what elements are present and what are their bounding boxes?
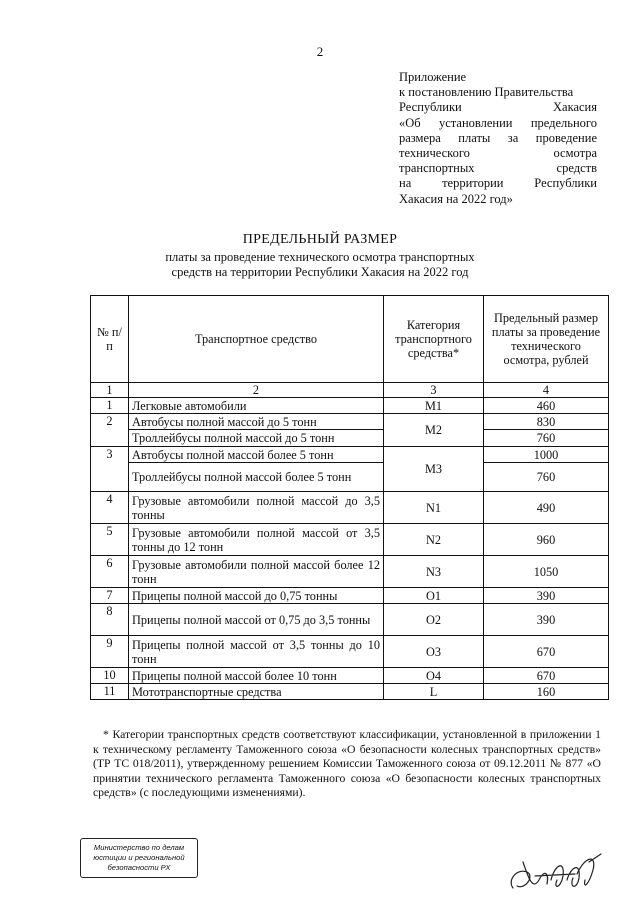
vehicle-cell: Троллейбусы полной массой более 5 тонн [129, 463, 384, 492]
price-cell: 390 [484, 604, 609, 636]
column-number: 1 [91, 383, 129, 398]
table-row [91, 556, 609, 588]
price-cell: 1000 [484, 447, 609, 463]
vehicle-cell: Мототранспортные средства [129, 684, 384, 700]
table-row [91, 588, 609, 604]
category-cell: M3 [384, 447, 484, 492]
vehicle-cell: Прицепы полной массой от 0,75 до 3,5 тонны [129, 604, 384, 636]
subtitle-line-2: средств на территории Республики Хакасия на 2022 год [171, 265, 469, 279]
page-number: 2 [316, 44, 324, 59]
appendix-line: Республики Хакасия [399, 100, 597, 115]
vehicle-cell: Троллейбусы полной массой до 5 тонн [129, 430, 384, 447]
price-cell: 760 [484, 430, 609, 447]
column-number: 4 [484, 383, 609, 398]
row-number: 10 [91, 668, 129, 684]
category-cell: L [384, 684, 484, 700]
document-title: ПРЕДЕЛЬНЫЙ РАЗМЕР [242, 232, 398, 247]
vehicle-cell: Грузовые автомобили полной массой от 3,5 тонны до 12 тонн [129, 524, 384, 556]
row-number: 5 [91, 524, 129, 556]
table-row [91, 414, 609, 430]
category-cell: M2 [384, 414, 484, 447]
appendix-line: транспортных средств [399, 161, 597, 176]
row-number: 11 [91, 684, 129, 700]
price-cell: 390 [484, 588, 609, 604]
table-row [91, 492, 609, 524]
row-number: 9 [91, 636, 129, 668]
category-cell: O3 [384, 636, 484, 668]
header-vehicle: Транспортное средство [129, 296, 384, 383]
table-row [91, 604, 609, 636]
price-cell: 1050 [484, 556, 609, 588]
vehicle-cell: Легковые автомобили [129, 398, 384, 414]
table-row [91, 398, 609, 414]
category-cell: N2 [384, 524, 484, 556]
table-row [91, 447, 609, 463]
column-number: 2 [129, 383, 384, 398]
appendix-line: технического осмотра [399, 146, 597, 161]
signature-icon [505, 850, 605, 898]
stamp-line-1: Министерство по делам [93, 843, 185, 852]
category-cell: M1 [384, 398, 484, 414]
price-cell: 830 [484, 414, 609, 430]
footnote: * Категории транспортных средств соответствуют классификации, установленной в приложении 1 к техническому регламенту Таможенного союза «О безопасности колесных транспортных средств» (ТР ТС 018/2011), утвержденному решением Комиссии Таможенного союза от 09.12.2011 № 877 «О принятии технического регламента Таможенного союза «О безопасности колесных транспортных средств» (с последующими изменениями). [93, 728, 601, 800]
stamp-line-3: безопасности РХ [107, 863, 171, 872]
table-row [91, 636, 609, 668]
appendix-line: Приложение [399, 70, 467, 84]
row-number: 2 [91, 414, 129, 447]
subtitle-line-1: платы за проведение технического осмотра транспортных [165, 250, 475, 264]
price-cell: 460 [484, 398, 609, 414]
appendix-line: Хакасия на 2022 год» [399, 191, 513, 206]
row-number: 7 [91, 588, 129, 604]
table-row [91, 524, 609, 556]
vehicle-cell: Грузовые автомобили полной массой более 12 тонн [129, 556, 384, 588]
vehicle-cell: Автобусы полной массой более 5 тонн [129, 447, 384, 463]
category-cell: O4 [384, 668, 484, 684]
table-body [91, 398, 609, 700]
price-cell: 960 [484, 524, 609, 556]
vehicle-cell: Грузовые автомобили полной массой до 3,5 тонны [129, 492, 384, 524]
vehicle-cell: Прицепы полной массой более 10 тонн [129, 668, 384, 684]
row-number: 3 [91, 447, 129, 492]
vehicle-cell: Прицепы полной массой до 0,75 тонны [129, 588, 384, 604]
vehicle-cell: Автобусы полной массой до 5 тонн [129, 414, 384, 430]
row-number: 1 [91, 398, 129, 414]
appendix-line: «Об установлении предельного [399, 115, 597, 130]
price-cell: 670 [484, 668, 609, 684]
column-number: 3 [384, 383, 484, 398]
header-num: № п/п [91, 296, 129, 383]
table-row [91, 463, 609, 492]
table-row [91, 668, 609, 684]
table-row [91, 430, 609, 447]
category-cell: O2 [384, 604, 484, 636]
column-number-row [91, 383, 609, 398]
vehicle-cell: Прицепы полной массой от 3,5 тонны до 10 тонн [129, 636, 384, 668]
header-category: Категория транспортного средства* [384, 296, 484, 383]
category-cell: O1 [384, 588, 484, 604]
header-price: Предельный размер платы за проведение технического осмотра, рублей [484, 296, 609, 383]
row-number: 4 [91, 492, 129, 524]
category-cell: N1 [384, 492, 484, 524]
row-number: 6 [91, 556, 129, 588]
price-cell: 490 [484, 492, 609, 524]
stamp-line-2: юстиции и региональной [93, 853, 185, 862]
appendix-line: на территории Республики [399, 176, 597, 191]
category-cell: N3 [384, 556, 484, 588]
price-cell: 160 [484, 684, 609, 700]
price-table [90, 295, 609, 700]
header-row [91, 296, 609, 383]
price-cell: 670 [484, 636, 609, 668]
row-number: 8 [91, 604, 129, 636]
ministry-stamp [80, 838, 198, 878]
appendix-block [399, 70, 597, 207]
appendix-line: размера платы за проведение [399, 130, 597, 145]
table-row [91, 684, 609, 700]
document-subtitle [0, 250, 640, 280]
price-cell: 760 [484, 463, 609, 492]
appendix-line: к постановлению Правительства [399, 85, 574, 100]
